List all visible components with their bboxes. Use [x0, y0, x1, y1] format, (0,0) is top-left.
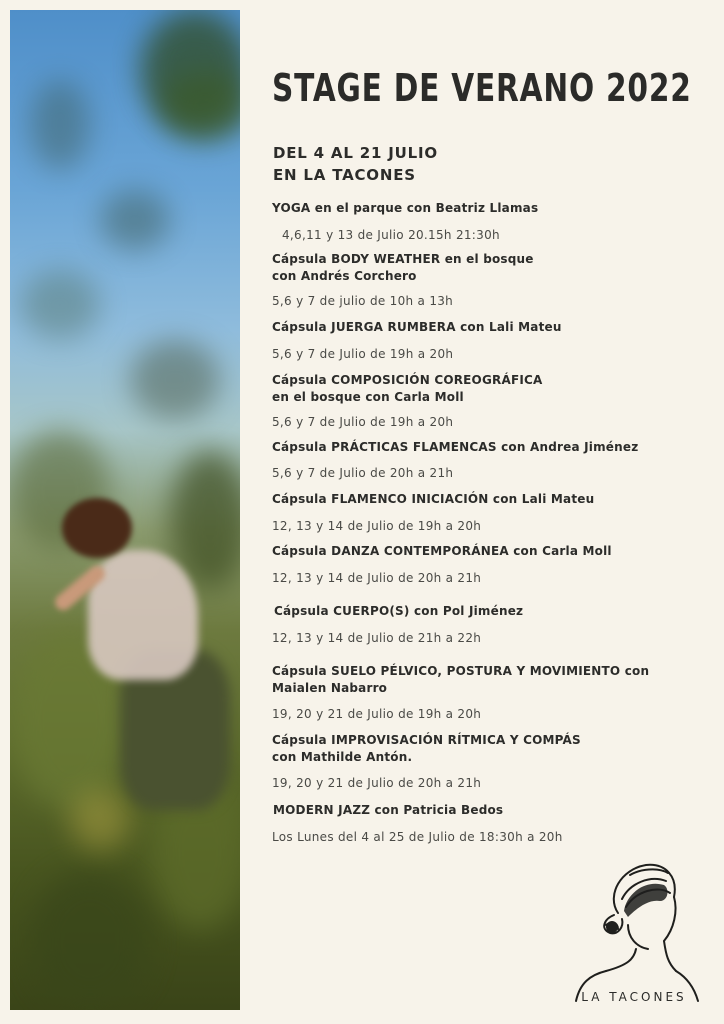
- class-name: Cápsula DANZA CONTEMPORÁNEA con Carla Moll: [272, 544, 612, 558]
- page-title: STAGE DE VERANO 2022: [272, 66, 692, 110]
- class-time: 5,6 y 7 de Julio de 19h a 20h: [272, 415, 454, 429]
- class-time: 5,6 y 7 de Julio de 20h a 21h: [272, 466, 454, 480]
- class-time: 12, 13 y 14 de Julio de 21h a 22h: [272, 631, 482, 645]
- class-name: Cápsula JUERGA RUMBERA con Lali Mateu: [272, 320, 562, 334]
- woman-head-icon: [566, 855, 706, 1005]
- class-name: Cápsula SUELO PÉLVICO, POSTURA Y MOVIMIENTO con Maialen Nabarro: [272, 664, 650, 695]
- class-time: 5,6 y 7 de Julio de 19h a 20h: [272, 347, 454, 361]
- subtitle-venue: EN LA TACONES: [273, 166, 416, 184]
- class-name: MODERN JAZZ con Patricia Bedos: [273, 803, 504, 817]
- subtitle-dates: DEL 4 AL 21 JULIO: [273, 144, 438, 162]
- subtitle: [273, 142, 438, 186]
- class-time: 12, 13 y 14 de Julio de 20h a 21h: [272, 571, 482, 585]
- class-time: 19, 20 y 21 de Julio de 19h a 20h: [272, 707, 482, 721]
- class-time: 4,6,11 y 13 de Julio 20.15h 21:30h: [282, 228, 500, 242]
- class-name: Cápsula PRÁCTICAS FLAMENCAS con Andrea Jiménez: [272, 440, 639, 454]
- class-time: 19, 20 y 21 de Julio de 20h a 21h: [272, 776, 482, 790]
- class-time: Los Lunes del 4 al 25 de Julio de 18:30h a 20h: [272, 830, 563, 844]
- class-name: Cápsula COMPOSICIÓN COREOGRÁFICA en el bosque con Carla Moll: [272, 373, 543, 404]
- brand-name: LA TACONES: [581, 990, 687, 1004]
- class-time: 5,6 y 7 de julio de 10h a 13h: [272, 294, 454, 308]
- dancer-photo: [10, 10, 240, 1010]
- class-name: YOGA en el parque con Beatriz Llamas: [272, 201, 539, 215]
- class-name: Cápsula BODY WEATHER en el bosque con Andrés Corchero: [272, 252, 534, 283]
- class-name: Cápsula CUERPO(S) con Pol Jiménez: [274, 604, 524, 618]
- class-name: Cápsula IMPROVISACIÓN RÍTMICA Y COMPÁS con Mathilde Antón.: [272, 733, 581, 764]
- class-time: 12, 13 y 14 de Julio de 19h a 20h: [272, 519, 482, 533]
- class-name: Cápsula FLAMENCO INICIACIÓN con Lali Mateu: [272, 492, 595, 506]
